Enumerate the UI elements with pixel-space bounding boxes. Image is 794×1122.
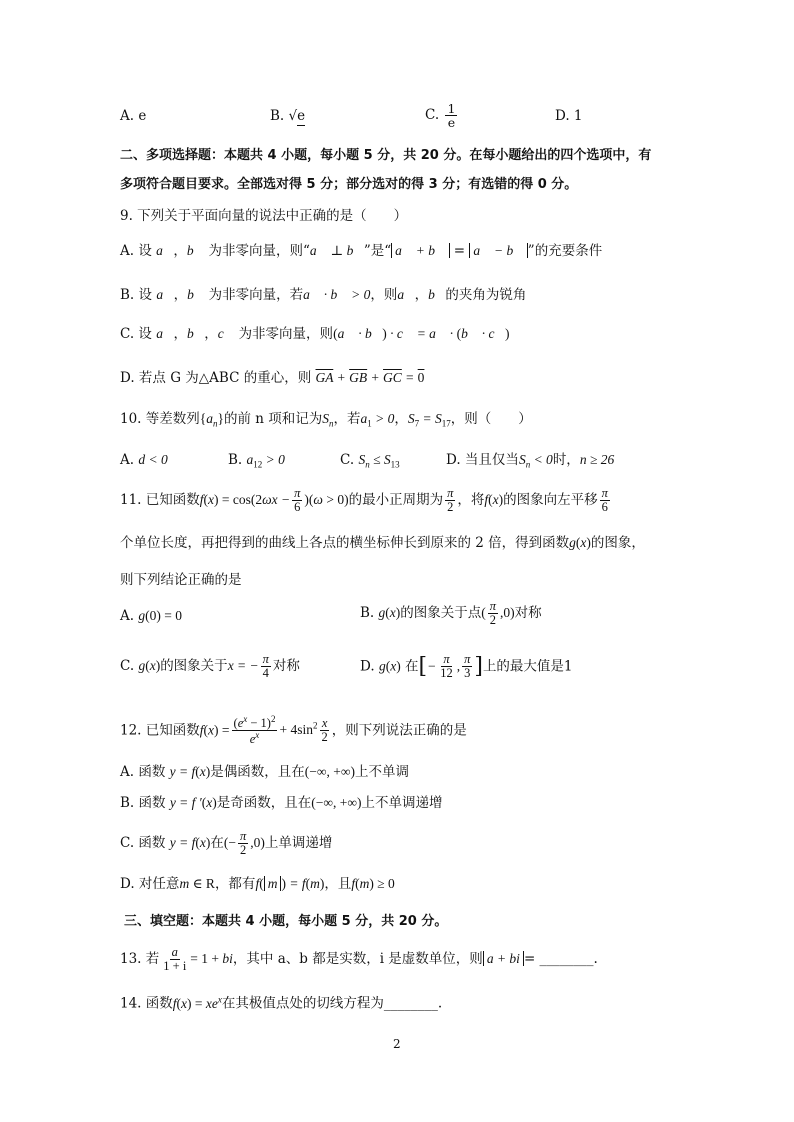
section2-line2: 多项符合题目要求。全部选对得 5 分；部分选对的得 3 分；有选错的得 0 分。 xyxy=(120,177,578,192)
q12-option-c: C. 函数 y = f(x)在(− $\frac{\pi}{2}$ ,0)上单调递增 xyxy=(120,829,333,858)
q8-option-c: C. $\frac{1}{e}$ xyxy=(425,101,456,131)
q11-option-c: C. g(x)的图象关于x = − $\frac{\pi}{4}$ 对称 xyxy=(120,652,300,681)
q10-stem: 10. 等差数列$\{a_n\}$的前 n 项和记为$S_n$，若$a_1 > 0$，$S_7 = S_{17}$，则（ ） xyxy=(120,411,532,429)
q8-option-d: D. 1 xyxy=(555,108,583,124)
q12-stem: 12. 已知函数f(x) = $\frac{(e^x - 1)^2}{e^x}$ + $4\sin^2$ $\frac{x}{2}$ ，则下列说法正确的是 xyxy=(120,714,467,747)
q13: 13. 若 $\frac{a}{1 + i}$ = 1 + bi，其中 a、b 都是实数，i 是虚数单位，则 a + bi = ________. xyxy=(120,945,598,974)
q11-option-a: A. g(0) = 0 xyxy=(120,608,182,624)
q11-line3: 则下列结论正确的是 xyxy=(120,572,242,588)
q8-option-b: B. √e xyxy=(270,108,306,124)
q14: 14. 函数$f(x) = xe^x$在其极值点处的切线方程为________. xyxy=(120,994,443,1012)
q12-option-b: B. 函数 y = f ′(x)是奇函数，且在(−∞, +∞)上不单调递增 xyxy=(120,795,443,811)
q10-option-d: D. 当且仅当$S_n < 0$时，n ≥ 26 xyxy=(446,452,615,470)
q9-option-b: B. 设 a⃗，b⃗ 为非零向量，若a⃗ · b⃗ > 0，则a⃗，b⃗的夹角为锐角 xyxy=(120,287,527,303)
q12-option-d: D. 对任意m ∈ R，都有f( m ) = f(m)，且f(m) ≥ 0 xyxy=(120,876,395,892)
q9-option-d: D. 若点 G 为△ABC 的重心，则 $\overline{GA} + \overline{GB} + \overline{GC} = 0$ xyxy=(120,370,425,386)
section3-title: 三、填空题：本题共 4 小题，每小题 5 分，共 20 分。 xyxy=(124,914,448,929)
q10-option-b: B. $a_{12} > 0$ xyxy=(228,452,285,470)
section2-line1: 二、多项选择题：本题共 4 小题，每小题 5 分，共 20 分。在每小题给出的四个选项中，有 xyxy=(120,148,652,163)
q9-option-c: C. 设 a⃗，b⃗，c⃗ 为非零向量，则(a⃗ · b⃗) · c⃗ = a⃗ · (b⃗ · c⃗) xyxy=(120,326,510,342)
page-number: 2 xyxy=(393,1037,401,1051)
q10-option-a: A. d < 0 xyxy=(120,452,168,468)
q10-option-c: C. $S_n \le S_{13}$ xyxy=(340,452,400,470)
q11-option-d: D. g(x) 在[− $\frac{\pi}{12}$ , $\frac{\pi}{3}$ ]上的最大值是1 xyxy=(360,652,573,681)
q12-option-a: A. 函数 y = f(x)是偶函数，且在(−∞, +∞)上不单调 xyxy=(120,764,409,780)
q11-stem: 11. 已知函数f(x) = cos(2ωx − $\frac{\pi}{6}$ )(ω > 0)的最小正周期为 $\frac{\pi}{2}$ ，将f(x)的图象向左平移 $\frac{\pi}{6}$ xyxy=(120,486,608,515)
q11-line2: 个单位长度，再把得到的曲线上各点的横坐标伸长到原来的 2 倍，得到函数g(x)的图象， xyxy=(120,535,645,551)
q11-option-b: B. g(x)的图象关于点( $\frac{\pi}{2}$ ,0)对称 xyxy=(360,599,542,628)
q8-option-a: A. e xyxy=(120,108,147,124)
q9-stem: 9. 下列关于平面向量的说法中正确的是（ ） xyxy=(120,208,408,224)
q9-option-a: A. 设 a⃗，b⃗ 为非零向量，则“a⃗ ⊥ b⃗”是“ a⃗ + b⃗ = a⃗ − b⃗ ”的充要条件 xyxy=(120,243,603,259)
